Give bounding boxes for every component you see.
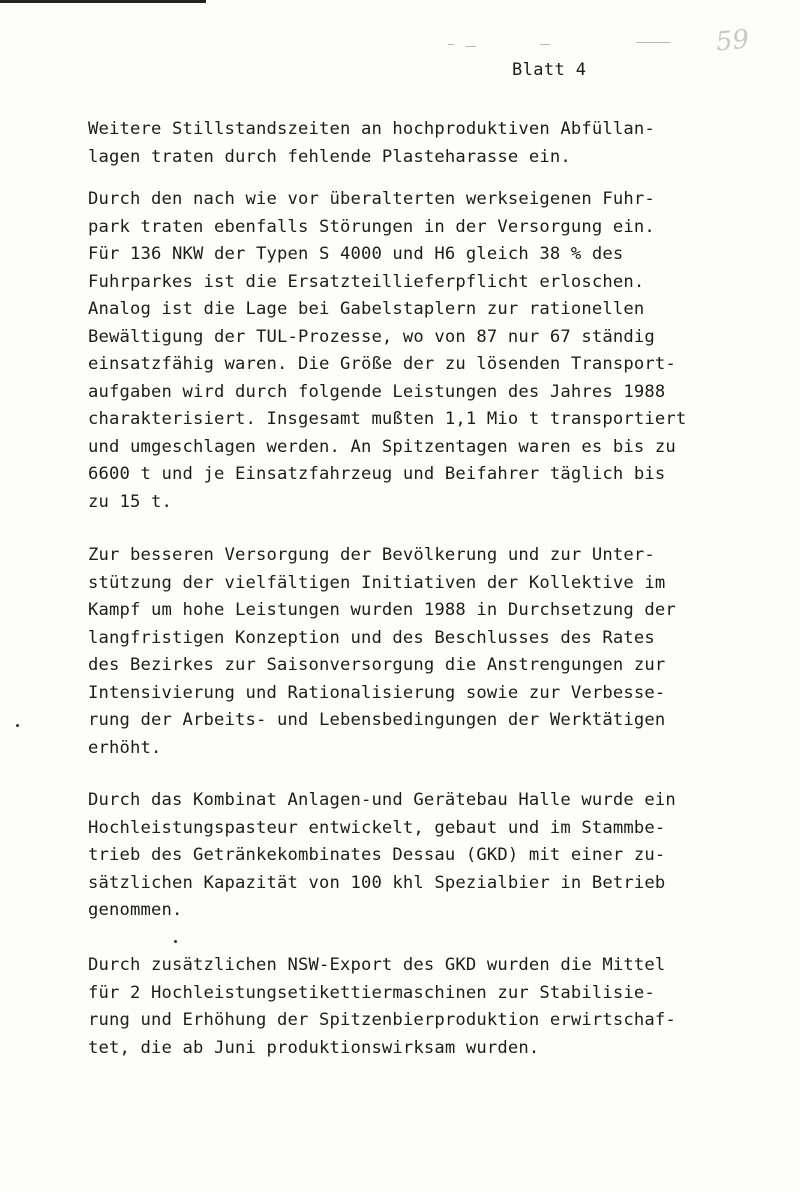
text-line: zu 15 t.	[88, 491, 172, 512]
text-line: 6600 t und je Einsatzfahrzeug und Beifahrer täglich bis	[88, 464, 666, 484]
text-line: Hochleistungspasteur entwickelt, gebaut und im Stammbe-	[88, 817, 666, 838]
text-line: rung und Erhöhung der Spitzenbierproduktion erwirtschaf-	[88, 1010, 676, 1030]
text-line: des Bezirkes zur Saisonversorgung die Anstrengungen zur	[88, 655, 666, 675]
text-line: langfristigen Konzeption und des Beschlusses des Rates	[88, 627, 655, 648]
scan-dot	[16, 724, 19, 727]
text-line: stützung der vielfältigen Initiativen der Kollektive im	[88, 572, 666, 593]
text-line: park traten ebenfalls Störungen in der Versorgung ein.	[88, 216, 655, 237]
text-line: Fuhrparkes ist die Ersatzteillieferpflicht erloschen.	[88, 271, 645, 292]
scan-mark	[540, 44, 550, 45]
scan-mark	[448, 44, 454, 45]
paragraph	[88, 116, 655, 171]
scan-mark	[466, 46, 476, 47]
handwritten-page-number: 59	[714, 24, 751, 58]
text-line: sätzlichen Kapazität von 100 khl Spezialbier in Betrieb	[88, 872, 666, 893]
text-line: charakterisiert. Insgesamt mußten 1,1 Mio t transportiert	[88, 409, 687, 429]
text-line: Kampf um hohe Leistungen wurden 1988 in Durchsetzung der	[88, 600, 676, 620]
text-line: lagen traten durch fehlende Plasteharasse ein.	[88, 146, 571, 167]
sheet-label: Blatt 4	[512, 60, 587, 80]
text-line: Intensivierung und Rationalisierung sowie zur Verbesse-	[88, 682, 666, 703]
text-line: rung der Arbeits- und Lebensbedingungen der Werktätigen	[88, 710, 666, 730]
text-line: Zur besseren Versorgung der Bevölkerung und zur Unter-	[88, 545, 655, 565]
text-line: tet, die ab Juni produktionswirksam wurden.	[88, 1037, 540, 1058]
text-line: und umgeschlagen werden. An Spitzentagen waren es bis zu	[88, 436, 676, 457]
text-line: Analog ist die Lage bei Gabelstaplern zur rationellen	[88, 299, 645, 319]
top-edge-rule	[0, 0, 206, 3]
text-line: für 2 Hochleistungsetikettiermaschinen zur Stabilisie-	[88, 982, 655, 1003]
scan-mark	[636, 42, 670, 43]
text-line: genommen.	[88, 900, 183, 920]
text-line: erhöht.	[88, 737, 162, 758]
text-line: Durch den nach wie vor überalterten werkseigenen Fuhr-	[88, 189, 655, 209]
paragraph	[88, 952, 676, 1062]
text-line: Durch zusätzlichen NSW-Export des GKD wurden die Mittel	[88, 955, 666, 975]
paragraph	[88, 186, 686, 516]
text-line: Für 136 NKW der Typen S 4000 und H6 gleich 38 % des	[88, 244, 624, 264]
text-line: Durch das Kombinat Anlagen-und Gerätebau Halle wurde ein	[88, 790, 676, 810]
text-line: trieb des Getränkekombinates Dessau (GKD) mit einer zu-	[88, 845, 666, 865]
text-line: Weitere Stillstandszeiten an hochproduktiven Abfüllan-	[88, 119, 655, 139]
text-line: Bewältigung der TUL-Prozesse, wo von 87 nur 67 ständig	[88, 326, 655, 347]
paragraph	[88, 542, 676, 762]
text-line: einsatzfähig waren. Die Größe der zu lösenden Transport-	[88, 354, 676, 374]
text-line: aufgaben wird durch folgende Leistungen des Jahres 1988	[88, 381, 666, 402]
paragraph	[88, 787, 676, 925]
scan-dot	[174, 940, 177, 943]
